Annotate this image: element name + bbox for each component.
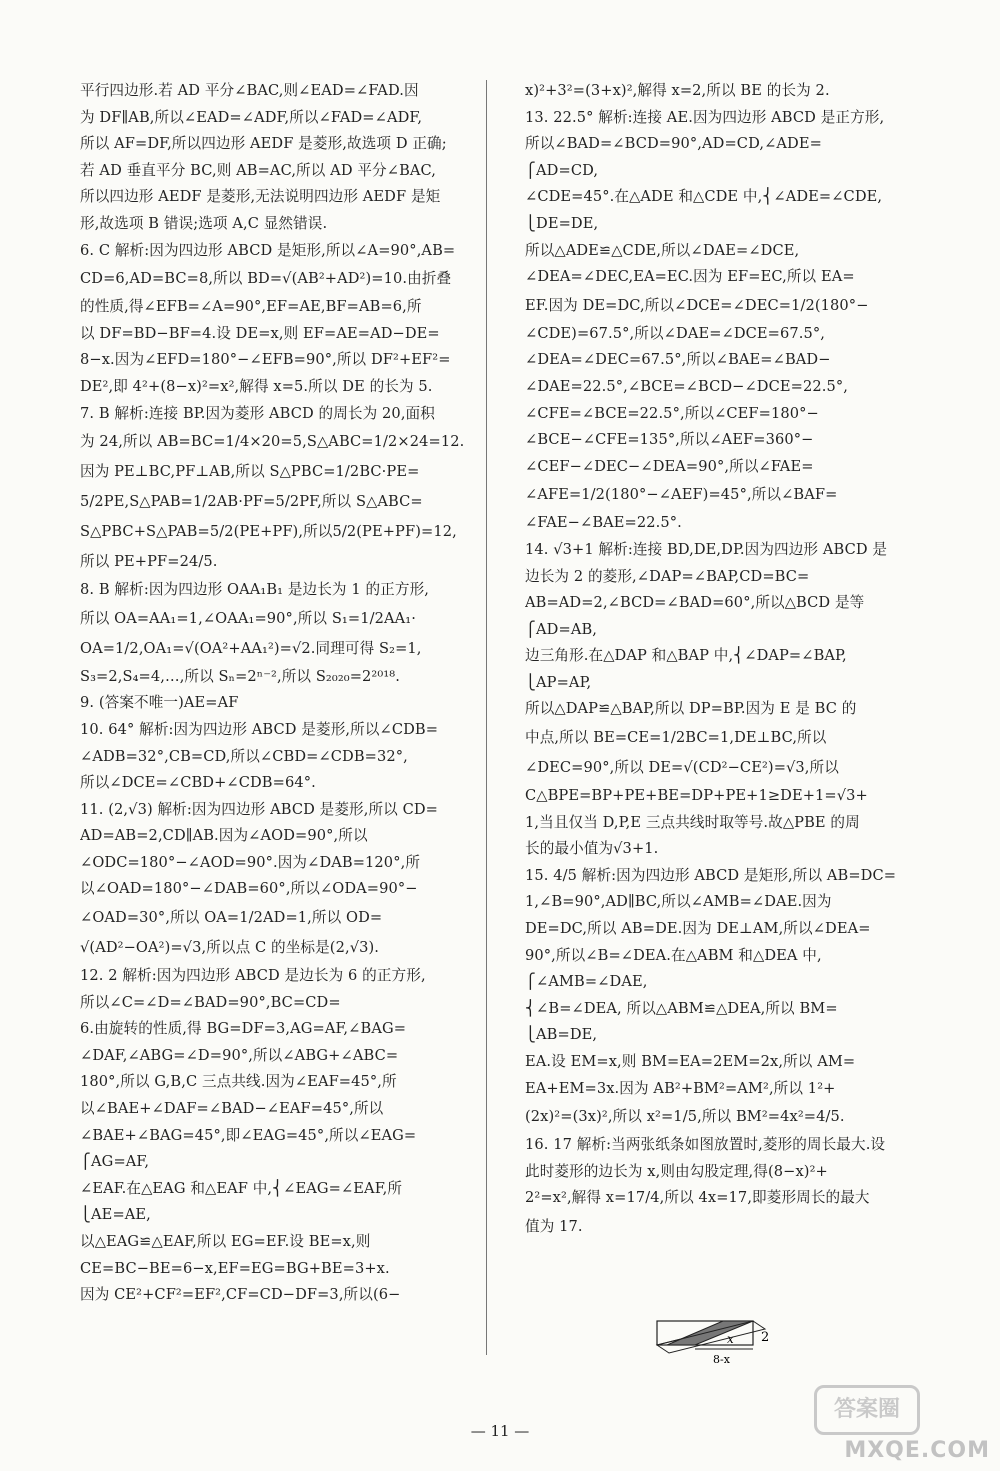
figure-label-8-x: 8-x (713, 1353, 730, 1366)
text-line: 形,故选项 B 错误;选项 A,C 显然错误. (80, 214, 328, 232)
text-line: 以△EAG≌△EAF,所以 EG=EF.设 BE=x,则 (80, 1233, 371, 1250)
text-line: 13. 22.5° 解析:连接 AE.因为四边形 ABCD 是正方形, (525, 108, 885, 126)
text-line: 所以 PE+PF=24/5. (80, 553, 218, 571)
text-line: ∠EAF.在△EAG 和△EAF 中,⎨∠EAG=∠EAF,所 (80, 1179, 403, 1197)
text-line: 为 24,所以 AB=BC=1/4×20=5,S△ABC=1/2×24=12. (80, 433, 465, 451)
text-line: 值为 17. (525, 1217, 583, 1235)
text-line: 7. B 解析:连接 BP.因为菱形 ABCD 的周长为 20,面积 (80, 404, 435, 422)
text-line: 90°,所以∠B=∠DEA.在△ABM 和△DEA 中, (525, 946, 822, 964)
figure-label-x: x (727, 1332, 734, 1346)
text-line: 所以∠C=∠D=∠BAD=90°,BC=CD= (80, 993, 341, 1011)
text-line: 以∠BAE+∠DAF=∠BAD−∠EAF=45°,所以 (80, 1100, 384, 1118)
text-line: ∠CEF−∠DEC−∠DEA=90°,所以∠FAE= (525, 457, 814, 475)
text-line: S△PBC+S△PAB=5/2(PE+PF),所以5/2(PE+PF)=12, (80, 523, 457, 541)
text-line: AB=AD=2,∠BCD=∠BAD=60°,所以△BCD 是等 (525, 594, 865, 612)
text-line: ∠DEA=∠DEC=67.5°,所以∠BAE=∠BAD− (525, 351, 831, 369)
text-line: ∠DAF,∠ABG=∠D=90°,所以∠ABG+∠ABC= (80, 1046, 399, 1064)
text-line: ⎧AG=AF, (80, 1153, 150, 1171)
text-line: ∠ODC=180°−∠AOD=90°.因为∠DAB=120°,所 (80, 853, 421, 871)
text-line: ⎧AD=AB, (525, 620, 598, 638)
text-line: 180°,所以 G,B,C 三点共线.因为∠EAF=45°,所 (80, 1073, 397, 1091)
text-line: 平行四边形.若 AD 平分∠BAC,则∠EAD=∠FAD.因 (80, 82, 419, 99)
text-line: ⎩AP=AP, (525, 673, 592, 691)
text-line: 2²=x²,解得 x=17/4,所以 4x=17,即菱形周长的最大 (525, 1189, 870, 1207)
text-line: EA+EM=3x.因为 AB²+BM²=AM²,所以 1²+ (525, 1079, 836, 1097)
text-line: 14. √3+1 解析:连接 BD,DE,DP.因为四边形 ABCD 是 (525, 540, 888, 558)
logo-mark: 答案圈 (814, 1385, 920, 1435)
text-line: 12. 2 解析:因为四边形 ABCD 是边长为 6 的正方形, (80, 967, 426, 985)
text-line: (2x)²=(3x)²,所以 x²=1/5,所以 BM²=4x²=4/5. (525, 1108, 845, 1126)
text-line: √(AD²−OA²)=√3,所以点 C 的坐标是(2,√3). (80, 939, 380, 957)
page-number: — 11 — (470, 1422, 530, 1440)
text-line: 10. 64° 解析:因为四边形 ABCD 是菱形,所以∠CDB= (80, 720, 439, 738)
text-line: 8. B 解析:因为四边形 OAA₁B₁ 是边长为 1 的正方形, (80, 581, 429, 599)
column-divider (486, 80, 487, 1355)
text-line: EF.因为 DE=DC,所以∠DCE=∠DEC=1/2(180°− (525, 296, 869, 314)
text-line: 以 DF=BD−BF=4.设 DE=x,则 EF=AE=AD−DE= (80, 324, 440, 342)
text-line: 所以∠DCE=∠CBD+∠CDB=64°. (80, 774, 316, 792)
text-line: ⎩AE=AE, (80, 1206, 151, 1224)
text-line: 11. (2,√3) 解析:因为四边形 ABCD 是菱形,所以 CD= (80, 800, 438, 818)
text-line: 边三角形.在△DAP 和△BAP 中,⎨∠DAP=∠BAP, (525, 647, 847, 665)
text-line: 以∠OAD=180°−∠DAB=60°,所以∠ODA=90°− (80, 880, 418, 898)
text-line: 若 AD 垂直平分 BC,则 AB=AC,所以 AD 平分∠BAC, (80, 161, 437, 179)
text-line: 16. 17 解析:当两张纸条如图放置时,菱形的周长最大.设 (525, 1136, 886, 1154)
text-line: 1,当且仅当 D,P,E 三点共线时取等号.故△PBE 的周 (525, 813, 860, 831)
text-line: 所以△ADE≌△CDE,所以∠DAE=∠DCE, (525, 241, 800, 259)
text-line: ⎨∠B=∠DEA, 所以△ABM≌△DEA,所以 BM= (525, 999, 838, 1017)
text-line: OA=1/2,OA₁=√(OA²+AA₁²)=√2.同理可得 S₂=1, (80, 639, 422, 657)
text-line: ∠DAE=22.5°,∠BCE=∠BCD−∠DCE=22.5°, (525, 377, 848, 395)
text-line: 所以四边形 AEDF 是菱形,无法说明四边形 AEDF 是矩 (80, 188, 441, 206)
text-line: 5/2PE,S△PAB=1/2AB·PF=5/2PF,所以 S△ABC= (80, 493, 423, 511)
rhombus-figure (655, 1315, 785, 1370)
text-line: 所以 AF=DF,所以四边形 AEDF 是菱形,故选项 D 正确; (80, 135, 447, 153)
text-line: ⎩DE=DE, (525, 214, 599, 232)
text-line: 因为 CE²+CF²=EF²,CF=CD−DF=3,所以(6− (80, 1286, 401, 1304)
logo-site: MXQE.COM (844, 1438, 990, 1463)
site-logo (820, 1385, 990, 1463)
text-line: ∠BCE−∠CFE=135°,所以∠AEF=360°− (525, 431, 814, 449)
text-line: ∠ADB=32°,CB=CD,所以∠CBD=∠CDB=32°, (80, 747, 408, 765)
figure-label-2: 2 (761, 1330, 770, 1345)
text-line: ∠CFE=∠BCE=22.5°,所以∠CEF=180°− (525, 404, 819, 422)
text-line: 的性质,得∠EFB=∠A=90°,EF=AE,BF=AB=6,所 (80, 298, 422, 316)
text-line: 9. (答案不唯一)AE=AF (80, 694, 239, 712)
text-line: 边长为 2 的菱形,∠DAP=∠BAP,CD=BC= (525, 567, 810, 585)
text-line: 6. C 解析:因为四边形 ABCD 是矩形,所以∠A=90°,AB= (80, 241, 456, 259)
text-line: ⎧∠AMB=∠DAE, (525, 973, 648, 991)
text-line: 15. 4/5 解析:因为四边形 ABCD 是矩形,所以 AB=DC= (525, 866, 897, 884)
text-line: 为 DF∥AB,所以∠EAD=∠ADF,所以∠FAD=∠ADF, (80, 108, 423, 126)
text-line: ⎩AB=DE, (525, 1026, 598, 1044)
text-line: ∠BAE+∠BAG=45°,即∠EAG=45°,所以∠EAG= (80, 1126, 417, 1144)
text-line: CD=6,AD=BC=8,所以 BD=√(AB²+AD²)=10.由折叠 (80, 270, 452, 288)
text-line: 中点,所以 BE=CE=1/2BC=1,DE⊥BC,所以 (525, 729, 827, 747)
text-line: CE=BC−BE=6−x,EF=EG=BG+BE=3+x. (80, 1259, 390, 1277)
text-line: DE²,即 4²+(8−x)²=x²,解得 x=5.所以 DE 的长为 5. (80, 377, 433, 395)
text-line: 所以∠BAD=∠BCD=90°,AD=CD,∠ADE= (525, 135, 822, 153)
text-line: ∠DEC=90°,所以 DE=√(CD²−CE²)=√3,所以 (525, 759, 839, 777)
left-column (80, 78, 520, 1309)
text-line: 此时菱形的边长为 x,则由勾股定理,得(8−x)²+ (525, 1162, 828, 1180)
right-column (525, 78, 965, 1242)
text-line: 8−x.因为∠EFD=180°−∠EFB=90°,所以 DF²+EF²= (80, 351, 451, 369)
text-line: 6.由旋转的性质,得 BG=DF=3,AG=AF,∠BAG= (80, 1020, 407, 1038)
text-line: C△BPE=BP+PE+BE=DP+PE+1≥DE+1=√3+ (525, 787, 868, 805)
text-line: ∠OAD=30°,所以 OA=1/2AD=1,所以 OD= (80, 909, 383, 927)
text-line: EA.设 EM=x,则 BM=EA=2EM=2x,所以 AM= (525, 1053, 856, 1070)
text-line: ∠FAE−∠BAE=22.5°. (525, 514, 682, 532)
text-line: 1,∠B=90°,AD∥BC,所以∠AMB=∠DAE.因为 (525, 893, 832, 911)
text-line: 因为 PE⊥BC,PF⊥AB,所以 S△PBC=1/2BC·PE= (80, 463, 420, 481)
text-line: ∠CDE=45°.在△ADE 和△CDE 中,⎨∠ADE=∠CDE, (525, 188, 883, 206)
text-line: DE=DC,所以 AB=DE.因为 DE⊥AM,所以∠DEA= (525, 920, 871, 938)
text-line: AD=AB=2,CD∥AB.因为∠AOD=90°,所以 (80, 827, 368, 845)
text-line: x)²+3²=(3+x)²,解得 x=2,所以 BE 的长为 2. (525, 82, 830, 99)
text-line: 长的最小值为√3+1. (525, 840, 659, 858)
text-line: ∠CDE)=67.5°,所以∠DAE=∠DCE=67.5°, (525, 324, 826, 342)
text-line: 所以△DAP≌△BAP,所以 DP=BP.因为 E 是 BC 的 (525, 700, 857, 718)
text-line: 所以 OA=AA₁=1,∠OAA₁=90°,所以 S₁=1/2AA₁· (80, 609, 416, 627)
text-line: S₃=2,S₄=4,…,所以 Sₙ=2ⁿ⁻²,所以 S₂₀₂₀=2²⁰¹⁸. (80, 667, 400, 685)
text-line: ∠DEA=∠DEC,EA=EC.因为 EF=EC,所以 EA= (525, 268, 855, 286)
text-line: ⎧AD=CD, (525, 161, 599, 179)
text-line: ∠AFE=1/2(180°−∠AEF)=45°,所以∠BAF= (525, 486, 838, 504)
